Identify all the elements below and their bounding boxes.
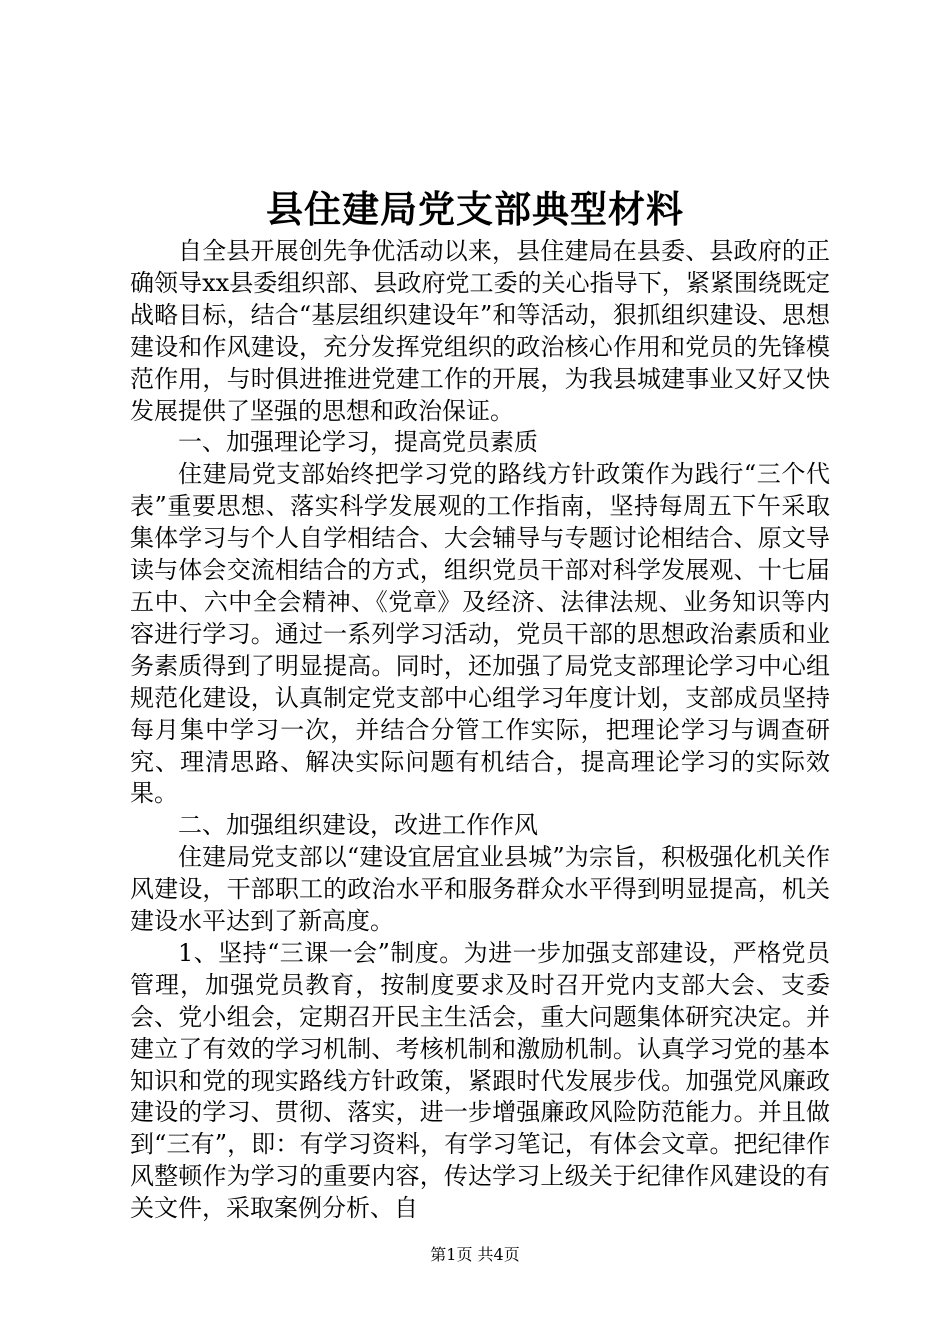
document-body — [130, 236, 830, 1225]
paragraph-theory-study: 住建局党支部始终把学习党的路线方针政策作为践行“三个代表”重要思想、落实科学发展观的工作指南，坚持每周五下午采取集体学习与个人自学相结合、大会辅导与专题讨论相结合、原文导读与体会交流相结合的方式，组织党员干部对科学发展观、十七届五中、六中全会精神、《党章》及经济、法律法规、业务知识等内容进行学习。通过一系列学习活动，党员干部的思想政治素质和业务素质得到了明显提高。同时，还加强了局党支部理论学习中心组规范化建设，认真制定党支部中心组学习年度计划，支部成员坚持每月集中学习一次，并结合分管工作实际，把理论学习与调查研究、理清思路、解决实际问题有机结合，提高理论学习的实际效果。 — [130, 460, 830, 808]
document-title: 县住建局党支部典型材料 — [266, 187, 684, 231]
paragraph-organization: 住建局党支部以“建设宜居宜业县城”为宗旨，积极强化机关作风建设，干部职工的政治水平和服务群众水平得到明显提高，机关建设水平达到了新高度。 — [130, 843, 830, 936]
paragraph-item-1: 1、坚持“三课一会”制度。为进一步加强支部建设，严格党员管理，加强党员教育，按制度要求及时召开党内支部大会、支委会、党小组会，定期召开民主生活会，重大问题集体研究决定。并建立了有效的学习机制、考核机制和激励机制。认真学习党的基本知识和党的现实路线方针政策，紧跟时代发展步伐。加强党风廉政建设的学习、贯彻、落实，进一步增强廉政风险防范能力。并且做到“三有”，即：有学习资料，有学习笔记，有体会文章。把纪律作风整顿作为学习的重要内容，传达学习上级关于纪律作风建设的有关文件，采取案例分析、自 — [130, 938, 830, 1223]
section-heading-1: 一、加强理论学习，提高党员素质 — [178, 428, 538, 457]
page-number-footer: 第1页 共4页 — [430, 1245, 520, 1264]
section-heading-2: 二、加强组织建设，改进工作作风 — [178, 811, 538, 840]
paragraph-intro: 自全县开展创先争优活动以来，县住建局在县委、县政府的正确领导xx县委组织部、县政府党工委的关心指导下，紧紧围绕既定战略目标，结合“基层组织建设年”和等活动，狠抓组织建设、思想建设和作风建设，充分发挥党组织的政治核心作用和党员的先锋模范作用，与时俱进推进党建工作的开展，为我县城建事业又好又快发展提供了坚强的思想和政治保证。 — [130, 237, 830, 425]
